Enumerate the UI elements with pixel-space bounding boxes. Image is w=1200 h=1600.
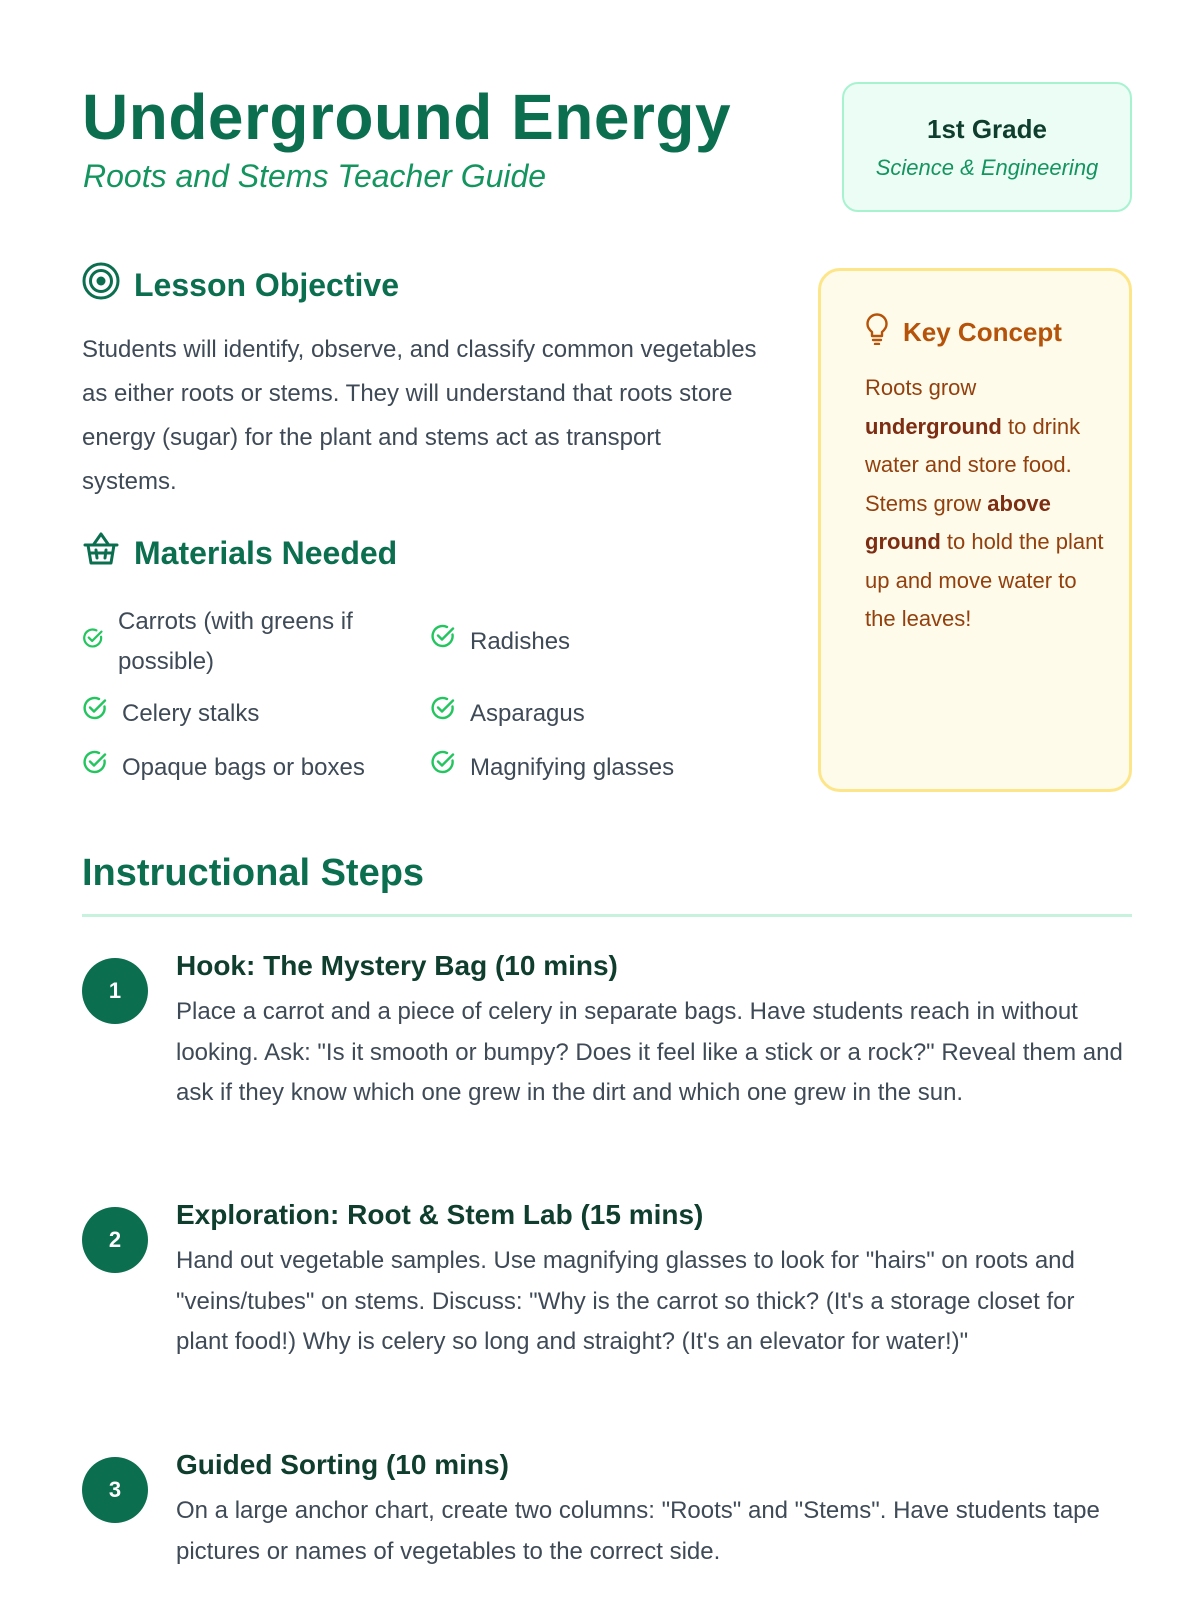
instructional-steps-title: Instructional Steps: [82, 852, 425, 894]
material-item: [82, 748, 365, 788]
material-label: Celery stalks: [122, 700, 260, 727]
subject-label: Science & Engineering: [875, 155, 1099, 180]
key-concept-text-part: Roots grow: [865, 375, 977, 400]
step-item: [82, 950, 1132, 1158]
key-concept-title: Key Concept: [903, 317, 1062, 347]
step-item: [82, 1449, 1132, 1587]
page-subtitle: Roots and Stems Teacher Guide: [83, 158, 547, 194]
check-circle-icon: [82, 622, 104, 662]
key-concept-bold-underground: underground: [865, 413, 1002, 439]
step-item: [82, 1199, 1132, 1407]
lesson-objective-title: Lesson Objective: [134, 266, 399, 303]
material-item: [430, 694, 585, 734]
step-number-badge: 1: [82, 958, 148, 1024]
material-item: [430, 748, 674, 788]
check-circle-icon: [430, 622, 456, 662]
key-concept-text: [865, 369, 1105, 639]
basket-icon: [82, 530, 120, 576]
key-concept-text-part: to hold the plant up and move water to the leaves!: [865, 529, 1104, 631]
step-number-badge: 2: [82, 1207, 148, 1273]
step-title: Exploration: Root & Stem Lab (15 mins): [176, 1199, 704, 1230]
material-item: [82, 602, 392, 682]
step-description: Place a carrot and a piece of celery in separate bags. Have students reach in without looking. Ask: "Is it smooth or bumpy? Does it feel like a stick or a rock?" Reveal them and ask if they know which one grew in the dirt and which one grew in the sun.: [176, 998, 1123, 1106]
material-label: Asparagus: [470, 700, 585, 727]
lesson-objective-heading: [82, 262, 399, 308]
section-divider: [82, 914, 1132, 917]
check-circle-icon: [430, 748, 456, 788]
material-item: [82, 694, 259, 734]
step-title: Guided Sorting (10 mins): [176, 1449, 509, 1480]
page-title: Underground Energy: [82, 81, 732, 153]
check-circle-icon: [430, 694, 456, 734]
materials-title: Materials Needed: [134, 534, 398, 571]
material-label: Opaque bags or boxes: [122, 754, 365, 781]
key-concept-bold-above-ground: above ground: [865, 490, 1051, 554]
grade-label: 1st Grade: [927, 114, 1047, 144]
lightbulb-icon: [865, 313, 889, 352]
material-label: Magnifying glasses: [470, 754, 675, 781]
lesson-objective-text: Students will identify, observe, and classify common vegetables as either roots or stems. They will understand that roots store energy (sugar) for the plant and stems act as transport systems.: [82, 336, 757, 495]
step-description: On a large anchor chart, create two columns: "Roots" and "Stems". Have students tape pictures or names of vegetables to the correct side.: [176, 1497, 1100, 1565]
step-description: Hand out vegetable samples. Use magnifying glasses to look for "hairs" on roots and "veins/tubes" on stems. Discuss: "Why is the carrot so thick? (It's a storage closet for plant food!) Why is celery so long and straight? (It's an elevator for water!)": [176, 1247, 1075, 1355]
step-title: Hook: The Mystery Bag (10 mins): [176, 950, 618, 981]
materials-heading: [82, 530, 397, 576]
check-circle-icon: [82, 748, 108, 788]
key-concept-text-part: to drink water and store food. Stems grow: [865, 413, 1081, 516]
material-item: [430, 622, 570, 662]
target-icon: [82, 262, 120, 308]
key-concept-card: [818, 268, 1132, 792]
grade-badge: [842, 82, 1132, 212]
check-circle-icon: [82, 694, 108, 734]
key-concept-heading: [865, 313, 1062, 352]
step-number-badge: 3: [82, 1457, 148, 1523]
material-label: Radishes: [470, 628, 571, 655]
material-label: Carrots (with greens if possible): [118, 608, 353, 675]
